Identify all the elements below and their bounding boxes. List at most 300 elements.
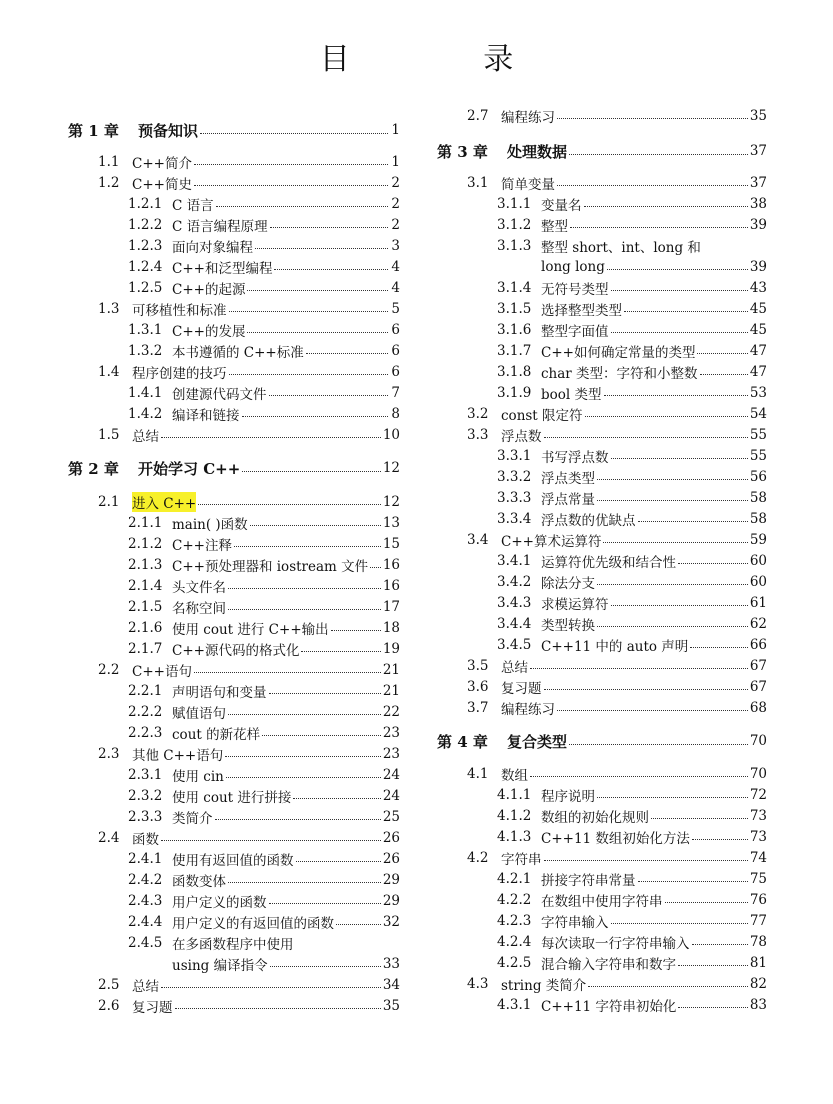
toc-entry-title: 程序创建的技巧 [132,365,227,382]
toc-entry-sub[interactable] [68,764,400,785]
toc-entry-sub[interactable] [437,193,767,214]
toc-entry-sub[interactable] [437,319,767,340]
dot-leader [611,923,748,924]
toc-entry-section[interactable] [437,172,767,193]
dot-leader [306,353,388,354]
toc-entry-number: 3.5 [467,657,489,674]
toc-entry-number: 第 1 章 [68,121,119,140]
toc-entry-page: 23 [382,745,400,762]
toc-entry-title: 复合类型 [507,732,568,751]
dot-leader [690,647,748,648]
dot-leader [611,458,748,459]
toc-entry-title: 编译和链接 [172,407,240,424]
toc-entry-page: 54 [749,405,767,422]
toc-entry-section[interactable] [68,298,400,319]
toc-entry-title: 整型字面值 [541,323,609,340]
dot-leader [569,154,748,155]
toc-entry-number: 3.4.3 [497,594,532,611]
toc-entry-title: 用户定义的函数 [172,894,267,911]
toc-entry-title: 使用 cout 进行 C++输出 [172,621,329,638]
dot-leader [604,395,748,396]
toc-entry-title: 使用 cout 进行拼接 [172,789,292,806]
toc-entry-sub[interactable] [68,890,400,911]
toc-entry-title: 可移植性和标准 [132,302,227,319]
toc-entry-sub[interactable] [437,931,767,952]
toc-entry-number: 4.2.2 [497,891,532,908]
toc-entry-title: 求模运算符 [541,596,609,613]
toc-entry-section[interactable] [437,973,767,994]
toc-entry-section[interactable] [68,743,400,764]
toc-entry-number: 3.1.4 [497,279,532,296]
dot-leader [544,689,748,690]
toc-entry-sub[interactable] [437,571,767,592]
toc-entry-title: 整型 [541,218,568,235]
toc-entry-number: 1.2.2 [128,216,163,233]
toc-entry-number: 3.4 [467,531,489,548]
toc-entry-sub[interactable] [437,994,767,1015]
toc-entry-page: 16 [382,556,400,573]
toc-entry-page: 55 [749,426,767,443]
toc-entry-title: 除法分支 [541,575,595,592]
dot-leader [229,311,389,312]
toc-entry-sub[interactable] [437,634,767,655]
toc-entry-page: 76 [749,891,767,908]
toc-entry-sub[interactable] [68,932,400,953]
toc-entry-page: 26 [382,850,400,867]
toc-entry-number: 3.7 [467,699,489,716]
toc-entry-title: cout 的新花样 [172,726,261,743]
toc-entry-section[interactable] [68,974,400,995]
toc-entry-number: 3.3.4 [497,510,532,527]
toc-entry-section[interactable] [68,424,400,445]
toc-entry-page: 12 [382,493,400,510]
toc-entry-page: 75 [749,870,767,887]
toc-entry-page: 4 [391,258,400,275]
toc-entry-cont[interactable] [68,953,400,974]
toc-entry-title: C++如何确定常量的类型 [541,344,696,361]
toc-entry-page: 60 [749,573,767,590]
toc-entry-title: C++简史 [132,176,192,193]
toc-entry-number: 2.1 [98,493,120,510]
toc-entry-section[interactable] [437,655,767,676]
toc-entry-title: 函数 [132,831,159,848]
toc-entry-number: 4.1.2 [497,807,532,824]
toc-entry-title: 声明语句和变量 [172,684,267,701]
toc-entry-page: 16 [382,577,400,594]
toc-entry-number: 1.4.2 [128,405,163,422]
toc-entry-number: 2.2.3 [128,724,163,741]
toc-entry-title: 函数变体 [172,873,226,890]
toc-entry-number: 1.2.1 [128,195,163,212]
toc-entry-chapter[interactable] [437,729,767,753]
toc-entry-title: long long [541,258,605,275]
toc-entry-page: 39 [749,216,767,233]
dot-leader [225,756,381,757]
toc-entry-cont[interactable] [437,256,767,277]
toc-entry-section[interactable] [437,676,767,697]
toc-entry-number: 4.2.5 [497,954,532,971]
dot-leader [234,546,381,547]
dot-leader [611,332,748,333]
toc-entry-title: C 语言 [172,197,214,214]
toc-entry-page: 1 [391,122,400,138]
toc-entry-sub[interactable] [437,277,767,298]
toc-entry-page: 61 [749,594,767,611]
toc-entry-title: 每次读取一行字符串输入 [541,935,690,952]
toc-entry-section[interactable] [68,361,400,382]
toc-entry-sub[interactable] [437,361,767,382]
toc-entry-sub[interactable] [437,910,767,931]
toc-entry-sub[interactable] [68,596,400,617]
toc-entry-sub[interactable] [437,550,767,571]
dot-leader [200,133,388,134]
toc-entry-chapter[interactable] [68,456,400,480]
dot-leader [597,626,748,627]
toc-entry-page: 34 [382,976,400,993]
toc-entry-sub[interactable] [437,508,767,529]
toc-entry-title: 字符串输入 [541,914,609,931]
toc-entry-sub[interactable] [68,403,400,424]
dot-leader [228,714,381,715]
dot-leader [584,206,748,207]
toc-entry-section[interactable] [437,403,767,424]
toc-entry-number: 3.1.9 [497,384,532,401]
toc-entry-number: 3.4.5 [497,636,532,653]
toc-entry-number: 2.2.2 [128,703,163,720]
dot-leader [250,525,381,526]
dot-leader [597,500,748,501]
toc-entry-page: 3 [391,237,400,254]
toc-entry-number: 2.4.1 [128,850,163,867]
toc-entry-title: 数组 [501,767,528,784]
toc-entry-page: 6 [391,321,400,338]
dot-leader [293,798,380,799]
toc-entry-page: 59 [749,531,767,548]
toc-entry-section[interactable] [68,491,400,512]
toc-entry-sub[interactable] [68,533,400,554]
toc-entry-page: 83 [749,996,767,1013]
toc-entry-sub[interactable] [68,382,400,403]
dot-leader [651,818,748,819]
toc-entry-title: main( )函数 [172,516,248,533]
toc-entry-title: 浮点数的优缺点 [541,512,636,529]
toc-entry-number: 1.2.3 [128,237,163,254]
toc-entry-number: 2.4.3 [128,892,163,909]
toc-entry-page: 8 [391,405,400,422]
dot-leader [216,206,388,207]
dot-leader [678,965,748,966]
toc-entry-page: 53 [749,384,767,401]
toc-entry-number: 1.3 [98,300,120,317]
toc-entry-number: 2.4 [98,829,120,846]
dot-leader [270,227,388,228]
toc-entry-title: 浮点类型 [541,470,595,487]
toc-entry-section[interactable] [437,847,767,868]
toc-entry-page: 5 [391,300,400,317]
dot-leader [692,839,748,840]
toc-entry-number: 第 4 章 [437,732,488,751]
toc-entry-sub[interactable] [68,911,400,932]
toc-entry-sub[interactable] [437,592,767,613]
toc-entry-title: 面向对象编程 [172,239,253,256]
toc-entry-sub[interactable] [68,319,400,340]
toc-entry-page: 43 [749,279,767,296]
toc-entry-section[interactable] [437,424,767,445]
toc-entry-sub[interactable] [437,784,767,805]
toc-entry-sub[interactable] [437,340,767,361]
toc-entry-page: 26 [382,829,400,846]
toc-entry-number: 2.1.2 [128,535,163,552]
toc-entry-number: 2.1.7 [128,640,163,657]
toc-entry-title: C++和泛型编程 [172,260,273,277]
dot-leader [678,1007,747,1008]
toc-entry-sub[interactable] [68,554,400,575]
toc-entry-sub[interactable] [68,235,400,256]
dot-leader [194,185,388,186]
toc-entry-page: 70 [749,765,767,782]
toc-entry-sub[interactable] [437,613,767,634]
toc-entry-sub[interactable] [68,638,400,659]
toc-entry-section[interactable] [68,659,400,680]
toc-entry-sub[interactable] [437,214,767,235]
toc-entry-section[interactable] [437,763,767,784]
toc-entry-page: 45 [749,300,767,317]
toc-entry-title: 简单变量 [501,176,555,193]
toc-entry-page: 72 [749,786,767,803]
toc-entry-page: 18 [382,619,400,636]
dot-leader [228,588,381,589]
toc-entry-title: 使用有返回值的函数 [172,852,294,869]
toc-entry-sub[interactable] [437,466,767,487]
toc-entry-title: 用户定义的有返回值的函数 [172,915,334,932]
toc-entry-page: 78 [749,933,767,950]
toc-entry-title: 开始学习 C++ [138,459,241,478]
dot-leader [262,735,381,736]
toc-entry-page: 56 [749,468,767,485]
toc-entry-sub[interactable] [437,382,767,403]
dot-leader [194,164,388,165]
toc-entry-page: 15 [382,535,400,552]
dot-leader [603,542,747,543]
dot-leader [301,651,380,652]
page-title: 目 录 [319,42,576,77]
toc-entry-title: C++11 字符串初始化 [541,998,677,1015]
toc-entry-number: 3.1.5 [497,300,532,317]
toc-entry-number: 2.1.5 [128,598,163,615]
toc-entry-section[interactable] [437,697,767,718]
toc-entry-sub[interactable] [437,889,767,910]
toc-entry-page: 25 [382,808,400,825]
dot-leader [198,504,381,505]
toc-entry-title: 使用 cin [172,768,224,785]
dot-leader [247,332,388,333]
toc-entry-number: 2.4.2 [128,871,163,888]
toc-entry-page: 21 [382,682,400,699]
toc-entry-page: 35 [382,997,400,1014]
toc-entry-title: 拼接字符串常量 [541,872,636,889]
toc-entry-sub[interactable] [437,445,767,466]
toc-entry-sub[interactable] [437,805,767,826]
dot-leader [597,479,748,480]
dot-leader [226,777,381,778]
toc-entry-section[interactable] [437,529,767,550]
toc-entry-number: 1.3.1 [128,321,163,338]
toc-entry-number: 1.4.1 [128,384,163,401]
toc-entry-number: 1.2.4 [128,258,163,275]
toc-entry-section[interactable] [68,995,400,1016]
toc-entry-number: 1.3.2 [128,342,163,359]
toc-entry-page: 62 [749,615,767,632]
toc-entry-title: using 编译指令 [172,957,268,974]
toc-entry-page: 17 [382,598,400,615]
toc-entry-sub[interactable] [437,952,767,973]
toc-entry-sub[interactable] [437,298,767,319]
toc-entry-number: 1.2.5 [128,279,163,296]
toc-entry-title: 头文件名 [172,579,226,596]
toc-entry-title: 复习题 [501,680,542,697]
dot-leader [692,944,748,945]
toc-entry-title: C++算术运算符 [501,533,602,550]
toc-entry-page: 7 [391,384,400,401]
toc-entry-page: 60 [749,552,767,569]
toc-entry-title: C++的起源 [172,281,246,298]
dot-leader [638,881,748,882]
dot-leader [665,902,748,903]
dot-leader [269,693,381,694]
toc-entry-sub[interactable] [68,617,400,638]
toc-entry-title: 无符号类型 [541,281,609,298]
toc-entry-sub[interactable] [68,193,400,214]
toc-entry-number: 3.3 [467,426,489,443]
toc-entry-chapter[interactable] [68,118,400,142]
toc-entry-chapter[interactable] [437,139,767,163]
toc-entry-number: 3.4.2 [497,573,532,590]
dot-leader [270,966,381,967]
toc-entry-page: 37 [749,174,767,191]
toc-entry-title: 混合输入字符串和数字 [541,956,676,973]
toc-entry-sub[interactable] [68,848,400,869]
toc-entry-page: 12 [382,460,400,476]
toc-entry-page: 55 [749,447,767,464]
toc-entry-page: 70 [749,733,767,749]
toc-entry-page: 23 [382,724,400,741]
toc-entry-title: 处理数据 [507,142,568,161]
toc-entry-number: 2.4.5 [128,934,163,951]
toc-entry-section[interactable] [68,827,400,848]
toc-entry-number: 4.3 [467,975,489,992]
dot-leader [570,227,748,228]
toc-entry-number: 2.4.4 [128,913,163,930]
toc-entry-sub[interactable] [68,722,400,743]
toc-entry-page: 38 [749,195,767,212]
dot-leader [697,353,747,354]
toc-entry-title: bool 类型 [541,386,602,403]
toc-entry-title: 创建源代码文件 [172,386,267,403]
toc-entry-sub[interactable] [437,826,767,847]
toc-entry-number: 3.6 [467,678,489,695]
dot-leader [228,882,381,883]
toc-entry-title: C++11 数组初始化方法 [541,830,690,847]
toc-entry-page: 24 [382,766,400,783]
toc-entry-page: 47 [749,342,767,359]
toc-entry-sub[interactable] [68,806,400,827]
toc-entry-sub[interactable] [68,277,400,298]
toc-entry-number: 3.4.1 [497,552,532,569]
toc-entry-page: 58 [749,489,767,506]
dot-leader [194,672,381,673]
toc-entry-title: 编程练习 [501,701,555,718]
toc-entry-sub[interactable] [437,235,767,256]
dot-leader [242,471,381,472]
toc-entry-sub[interactable] [68,680,400,701]
toc-entry-title: 总结 [132,428,159,445]
toc-entry-number: 4.2 [467,849,489,866]
toc-entry-title: 总结 [132,978,159,995]
toc-entry-sub[interactable] [68,701,400,722]
toc-entry-number: 2.1.6 [128,619,163,636]
toc-entry-number: 2.5 [98,976,120,993]
toc-entry-title: C++语句 [132,663,192,680]
dot-leader [336,924,381,925]
dot-leader [530,668,748,669]
toc-entry-page: 82 [749,975,767,992]
toc-entry-title: C++的发展 [172,323,246,340]
toc-entry-page: 73 [749,828,767,845]
dot-leader [228,609,381,610]
toc-entry-page: 58 [749,510,767,527]
toc-entry-sub[interactable] [68,512,400,533]
toc-entry-sub[interactable] [68,575,400,596]
toc-entry-number: 1.5 [98,426,120,443]
dot-leader [370,567,381,568]
toc-entry-number: 3.3.1 [497,447,532,464]
toc-entry-title: char 类型：字符和小整数 [541,365,698,382]
toc-entry-page: 39 [749,258,767,275]
toc-entry-page: 67 [749,678,767,695]
toc-entry-number: 2.2 [98,661,120,678]
toc-entry-section[interactable] [68,172,400,193]
toc-entry-number: 2.3.1 [128,766,163,783]
toc-entry-sub[interactable] [68,214,400,235]
toc-entry-title: string 类简介 [501,977,587,994]
dot-leader [557,710,748,711]
toc-entry-section[interactable] [437,105,767,126]
toc-entry-number: 2.1.4 [128,577,163,594]
toc-entry-number: 2.7 [467,107,489,124]
toc-entry-title: C++预处理器和 iostream 文件 [172,558,369,575]
toc-entry-sub[interactable] [68,256,400,277]
dot-leader [331,630,381,631]
toc-entry-page: 68 [749,699,767,716]
toc-entry-number: 3.1.2 [497,216,532,233]
toc-entry-number: 4.2.3 [497,912,532,929]
dot-leader [296,861,381,862]
toc-entry-sub[interactable] [437,868,767,889]
toc-entry-section[interactable] [68,151,400,172]
toc-entry-sub[interactable] [437,487,767,508]
toc-entry-number: 2.2.1 [128,682,163,699]
dot-leader [611,605,748,606]
toc-entry-title: 其他 C++语句 [132,747,224,764]
dot-leader [229,374,389,375]
toc-entry-sub[interactable] [68,785,400,806]
toc-entry-sub[interactable] [68,869,400,890]
toc-entry-page: 47 [749,363,767,380]
toc-entry-page: 45 [749,321,767,338]
toc-entry-sub[interactable] [68,340,400,361]
toc-entry-title: 在多函数程序中使用 [172,936,294,953]
toc-entry-number: 2.1.1 [128,514,163,531]
